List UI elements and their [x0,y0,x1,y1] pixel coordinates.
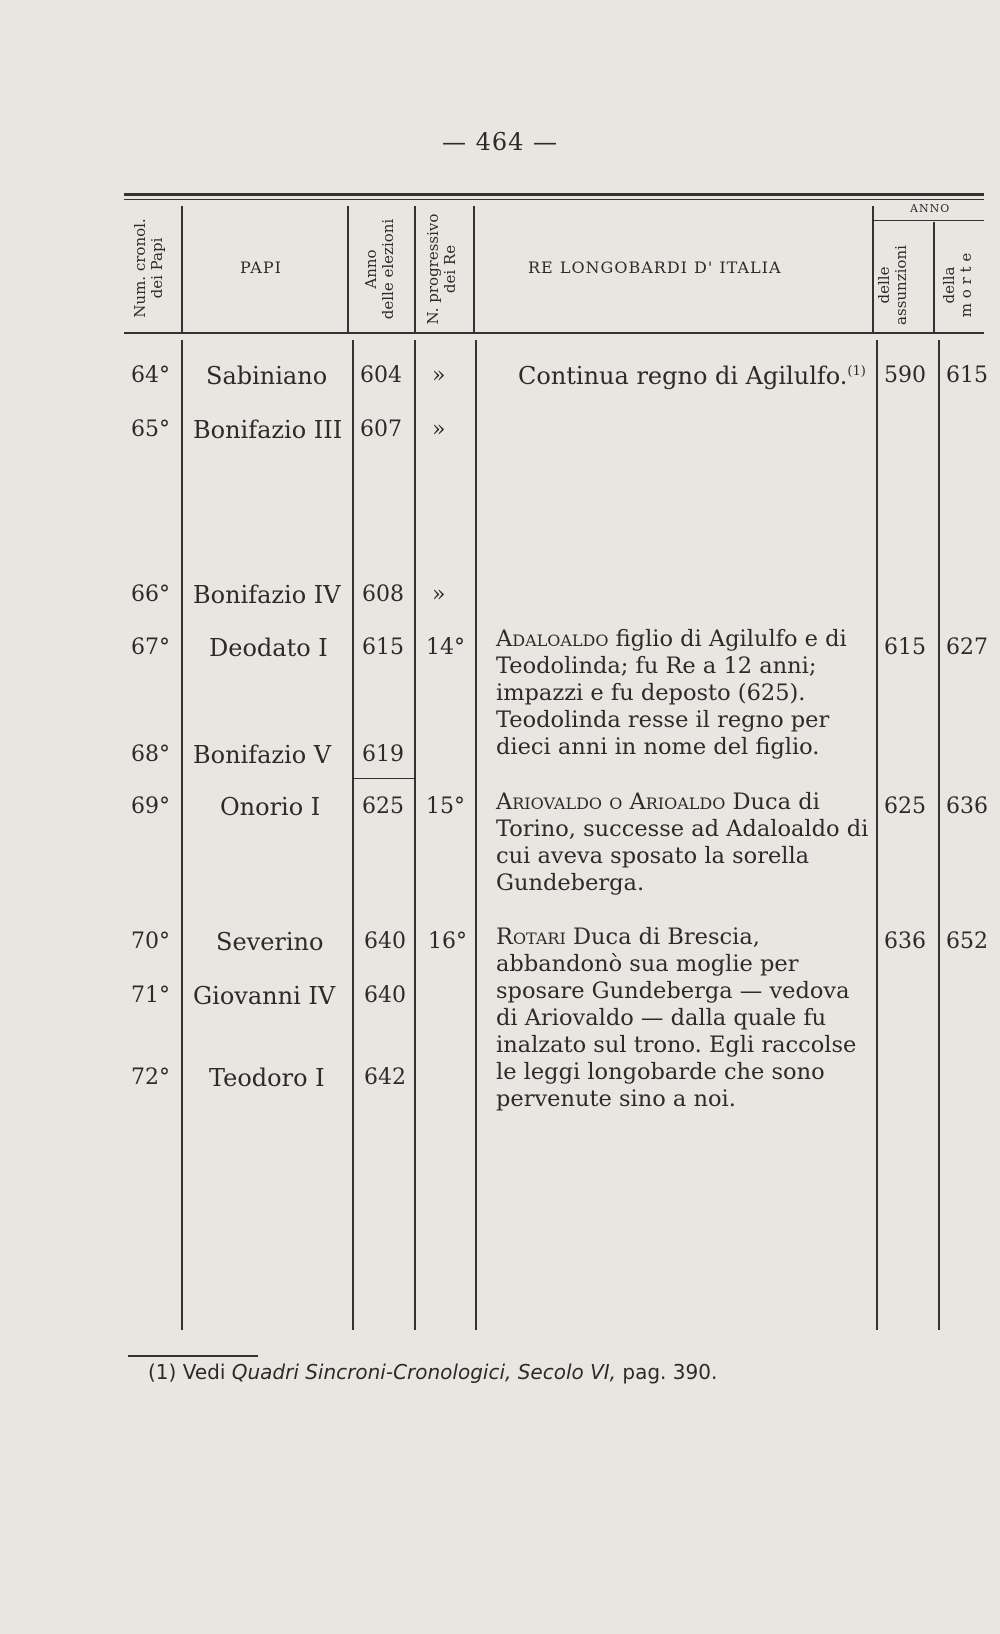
pope-name: Teodoro I [209,1064,325,1092]
pope-year: 619 [362,742,404,767]
header-papi: PAPI [240,258,282,277]
pope-name: Bonifazio IV [193,581,341,609]
header-sep [872,206,874,332]
pope-year: 640 [364,929,406,954]
pope-name: Bonifazio III [193,416,343,444]
pope-prog: 14° [426,635,465,660]
king-continua: Continua regno di Agilulfo.$^{(1)}$ [518,362,866,390]
pope-prog: 16° [428,929,467,954]
top-rule [124,193,984,196]
header-anno: ANNO [910,202,951,215]
pope-year: 640 [364,983,406,1008]
pope-num: 64° [131,363,170,388]
king-assunzione: 615 [884,635,926,660]
header-rule [124,332,984,334]
pope-name: Severino [216,928,324,956]
pope-name: Giovanni IV [193,982,336,1010]
header-sep [473,206,475,332]
king-ariovaldo: Ariovaldo o Arioaldo Duca di Torino, successe ad Adaloaldo di cui aveva sposato la sorella Gundeberga. [496,789,869,896]
pope-year: 615 [362,635,404,660]
king-assunzione: 625 [884,794,926,819]
pope-name: Deodato I [209,634,328,662]
column-line [414,340,416,1330]
king-morte: 636 [946,794,988,819]
header-sep [933,222,935,332]
pope-num: 71° [131,983,170,1008]
header-sep [181,206,183,332]
header-re-longobardi: RE LONGOBARDI D' ITALIA [528,258,782,277]
pope-name: Onorio I [220,793,321,821]
pope-name: Sabiniano [206,362,328,390]
pope-num: 69° [131,794,170,819]
king-assunzione: 590 [884,363,926,388]
pope-year: 625 [362,794,404,819]
row-divider [354,778,414,779]
header-sep [414,206,416,332]
pope-prog: 15° [426,794,465,819]
header-num-cronol: Num. cronol. dei Papi [131,218,166,318]
column-line [938,340,940,1330]
pope-year: 608 [362,582,404,607]
pope-num: 70° [131,929,170,954]
column-line [475,340,477,1330]
header-anno-elezioni: Anno delle elezioni [362,218,397,320]
pope-year: 642 [364,1065,406,1090]
king-morte: 652 [946,929,988,954]
pope-num: 66° [131,582,170,607]
pope-num: 72° [131,1065,170,1090]
pope-year: 607 [360,417,402,442]
header-morte: della m o r t e [940,252,975,318]
pope-name: Bonifazio V [193,741,332,769]
king-adaloaldo: Adaloaldo figlio di Agilulfo e di Teodolinda; fu Re a 12 anni; impazzi e fu deposto (625). Teodolinda resse il regno per dieci anni in nome del figlio. [496,626,847,760]
pope-num: 68° [131,742,170,767]
page-number: — 464 — [441,128,559,156]
column-line [352,340,354,1330]
anno-rule [872,220,984,221]
header-n-progressivo: N. progressivo dei Re [424,213,459,325]
header-assunzioni: delle assunzioni [875,245,910,325]
pope-prog: » [432,363,446,388]
column-line [876,340,878,1330]
king-assunzione: 636 [884,929,926,954]
pope-prog: » [432,582,446,607]
pope-num: 65° [131,417,170,442]
header-sep [347,206,349,332]
footnote-rule [128,1355,258,1357]
pope-num: 67° [131,635,170,660]
pope-prog: » [432,417,446,442]
pope-year: 604 [360,363,402,388]
king-morte: 627 [946,635,988,660]
king-morte: 615 [946,363,988,388]
column-line [181,340,183,1330]
king-rotari: Rotari Duca di Brescia, abbandonò sua moglie per sposare Gundeberga — vedova di Ariovaldo — dalla quale fu inalzato sul trono. Egli raccolse le leggi longobarde che sono pervenute sino a noi. [496,924,857,1112]
top-rule-thin [124,199,984,200]
footnote: (1) Vedi Quadri Sincroni-Cronologici, Secolo VI, pag. 390. [148,1360,718,1384]
